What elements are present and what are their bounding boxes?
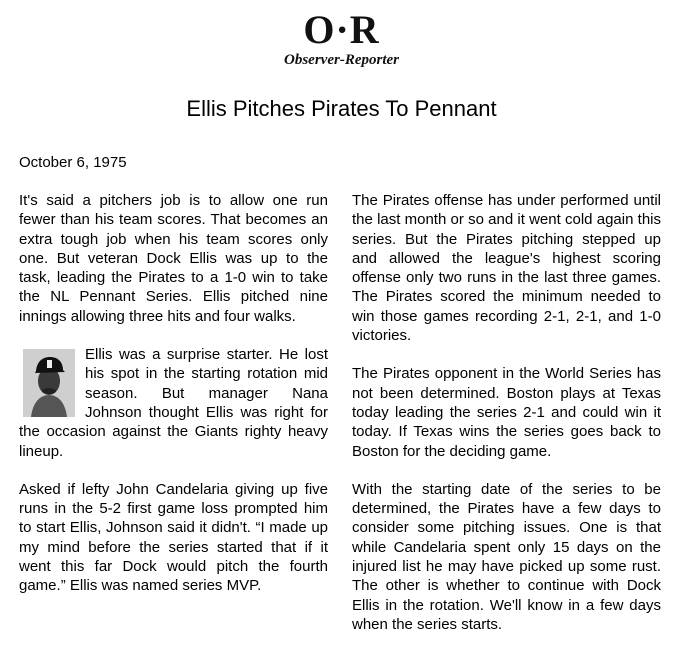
newspaper-name: Observer-Reporter	[284, 52, 399, 68]
article-column-left	[19, 191, 328, 615]
article-paragraph: It's said a pitchers job is to allow one run fewer than his team scores. That becomes an extra tough job when his team scores only one. But veteran Dock Ellis was up to the task, leading the Pirates to a 1-0 win to take the NL Pennant Series. Ellis pitched nine innings allowing three hits and four walks.	[19, 192, 328, 325]
article-headline: Ellis Pitches Pirates To Pennant	[186, 96, 497, 121]
player-portrait-image	[23, 349, 75, 417]
newspaper-logo: O·R	[303, 7, 380, 52]
article-paragraph: The Pirates opponent in the World Series has not been determined. Boston plays at Texas today leading the series 2-1 and could win it today. If Texas wins the series goes back to Boston for the deciding game.	[352, 365, 661, 460]
player-photo	[23, 349, 75, 417]
article-paragraph: With the starting date of the series to be determined, the Pirates have a few days to consider some pitching issues. One is that while Candelaria spent only 15 days on the injured list he may have picked up some rust. The other is whether to continue with Dock Ellis in the rotation. We'll know in a few days when the series starts.	[352, 480, 661, 633]
article-paragraph: The Pirates offense has under performed until the last month or so and it went cold again this series. But the Pirates pitching stepped up and allowed the league's highest scoring offense only two runs in the last three games. The Pirates scored the minimum needed to win those games recording 2-1, 2-1, and 1-0 victories.	[352, 192, 661, 345]
paragraph-text: Ellis was a surprise starter. He lost his spot in the starting rotation mid season. But manager Nana Johnson thought Ellis was right for the occasion against the Giants righty heavy lineup.	[19, 346, 328, 460]
article-paragraph-with-photo	[19, 345, 328, 461]
article-paragraph: Asked if lefty John Candelaria giving up five runs in the 5-2 first game loss prompted him to start Ellis, Johnson said it didn't. “I made up my mind before the series started that if it went this far Dock would pitch the fourth game.” Ellis was named series MVP.	[19, 480, 328, 595]
article-date: October 6, 1975	[19, 154, 127, 171]
article-column-right	[352, 191, 661, 653]
masthead	[0, 7, 683, 68]
